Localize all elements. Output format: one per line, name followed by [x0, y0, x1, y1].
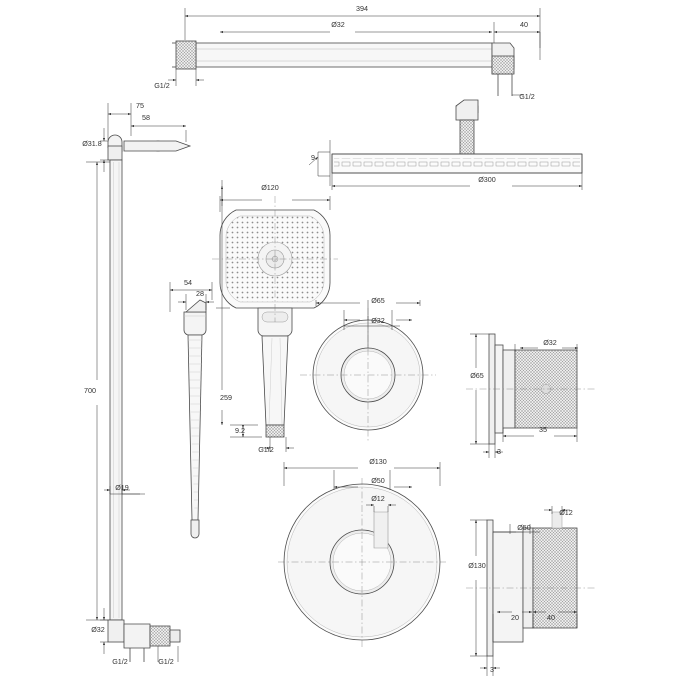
dimension-label-hs-head-dia: Ø120 — [261, 183, 279, 192]
dimension-label-arm-dia: Ø32 — [331, 20, 345, 29]
dimension-label-rail-tube: Ø19 — [115, 483, 129, 492]
dimension-label-rail-inlet-right: G1/2 — [158, 657, 174, 666]
dimension-label-hs-grip-54: 54 — [184, 278, 192, 287]
dimension-label-rail-75: 75 — [136, 101, 144, 110]
dimension-label-arm-length: 394 — [356, 4, 368, 13]
dimension-label-head-thickness: 9 — [311, 153, 315, 162]
dimension-label-hs-grip-28: 28 — [196, 289, 204, 298]
dimension-label-rail-700: 700 — [84, 386, 96, 395]
dimension-label-rail-bracket: Ø31.8 — [82, 139, 102, 148]
dimension-label-rail-inlet-left: G1/2 — [112, 657, 128, 666]
dimension-label-hs-out-92: 9.2 — [235, 426, 245, 435]
dimension-label-vlv-l-130: Ø130 — [468, 561, 486, 570]
dimension-label-arm-outlet: G1/2 — [519, 92, 535, 101]
dimension-label-vlv-s-3: 3 — [497, 447, 501, 456]
dimension-label-vlv-s-65: Ø65 — [470, 371, 484, 380]
dimension-label-vlv-s-32: Ø32 — [543, 338, 557, 347]
dimension-label-head-dia: Ø300 — [478, 175, 496, 184]
dimension-label-vlv-s-35: 35 — [539, 425, 547, 434]
dimension-label-ros-s-65: Ø65 — [371, 296, 385, 305]
dimension-label-ros-s-32: Ø32 — [371, 316, 385, 325]
dimension-label-hs-thread: G1/2 — [258, 445, 274, 454]
dimension-label-arm-offset: 40 — [520, 20, 528, 29]
dimension-label-vlv-l-3: 3 — [490, 665, 494, 674]
dimension-label-hs-len-259: 259 — [220, 393, 232, 402]
dimension-label-ros-l-50: Ø50 — [371, 476, 385, 485]
dimension-label-vlv-l-40: 40 — [547, 613, 555, 622]
dimension-label-vlv-l-50: Ø50 — [517, 523, 531, 532]
dimension-label-vlv-l-20: 20 — [511, 613, 519, 622]
dimension-label-rail-58: 58 — [142, 113, 150, 122]
dimension-label-arm-inlet: G1/2 — [154, 81, 170, 90]
dimension-label-ros-l-130: Ø130 — [369, 457, 387, 466]
dimension-label-vlv-l-12: Ø12 — [559, 508, 573, 517]
dimension-label-rail-base: Ø32 — [91, 625, 105, 634]
dimension-label-ros-l-12: Ø12 — [371, 494, 385, 503]
